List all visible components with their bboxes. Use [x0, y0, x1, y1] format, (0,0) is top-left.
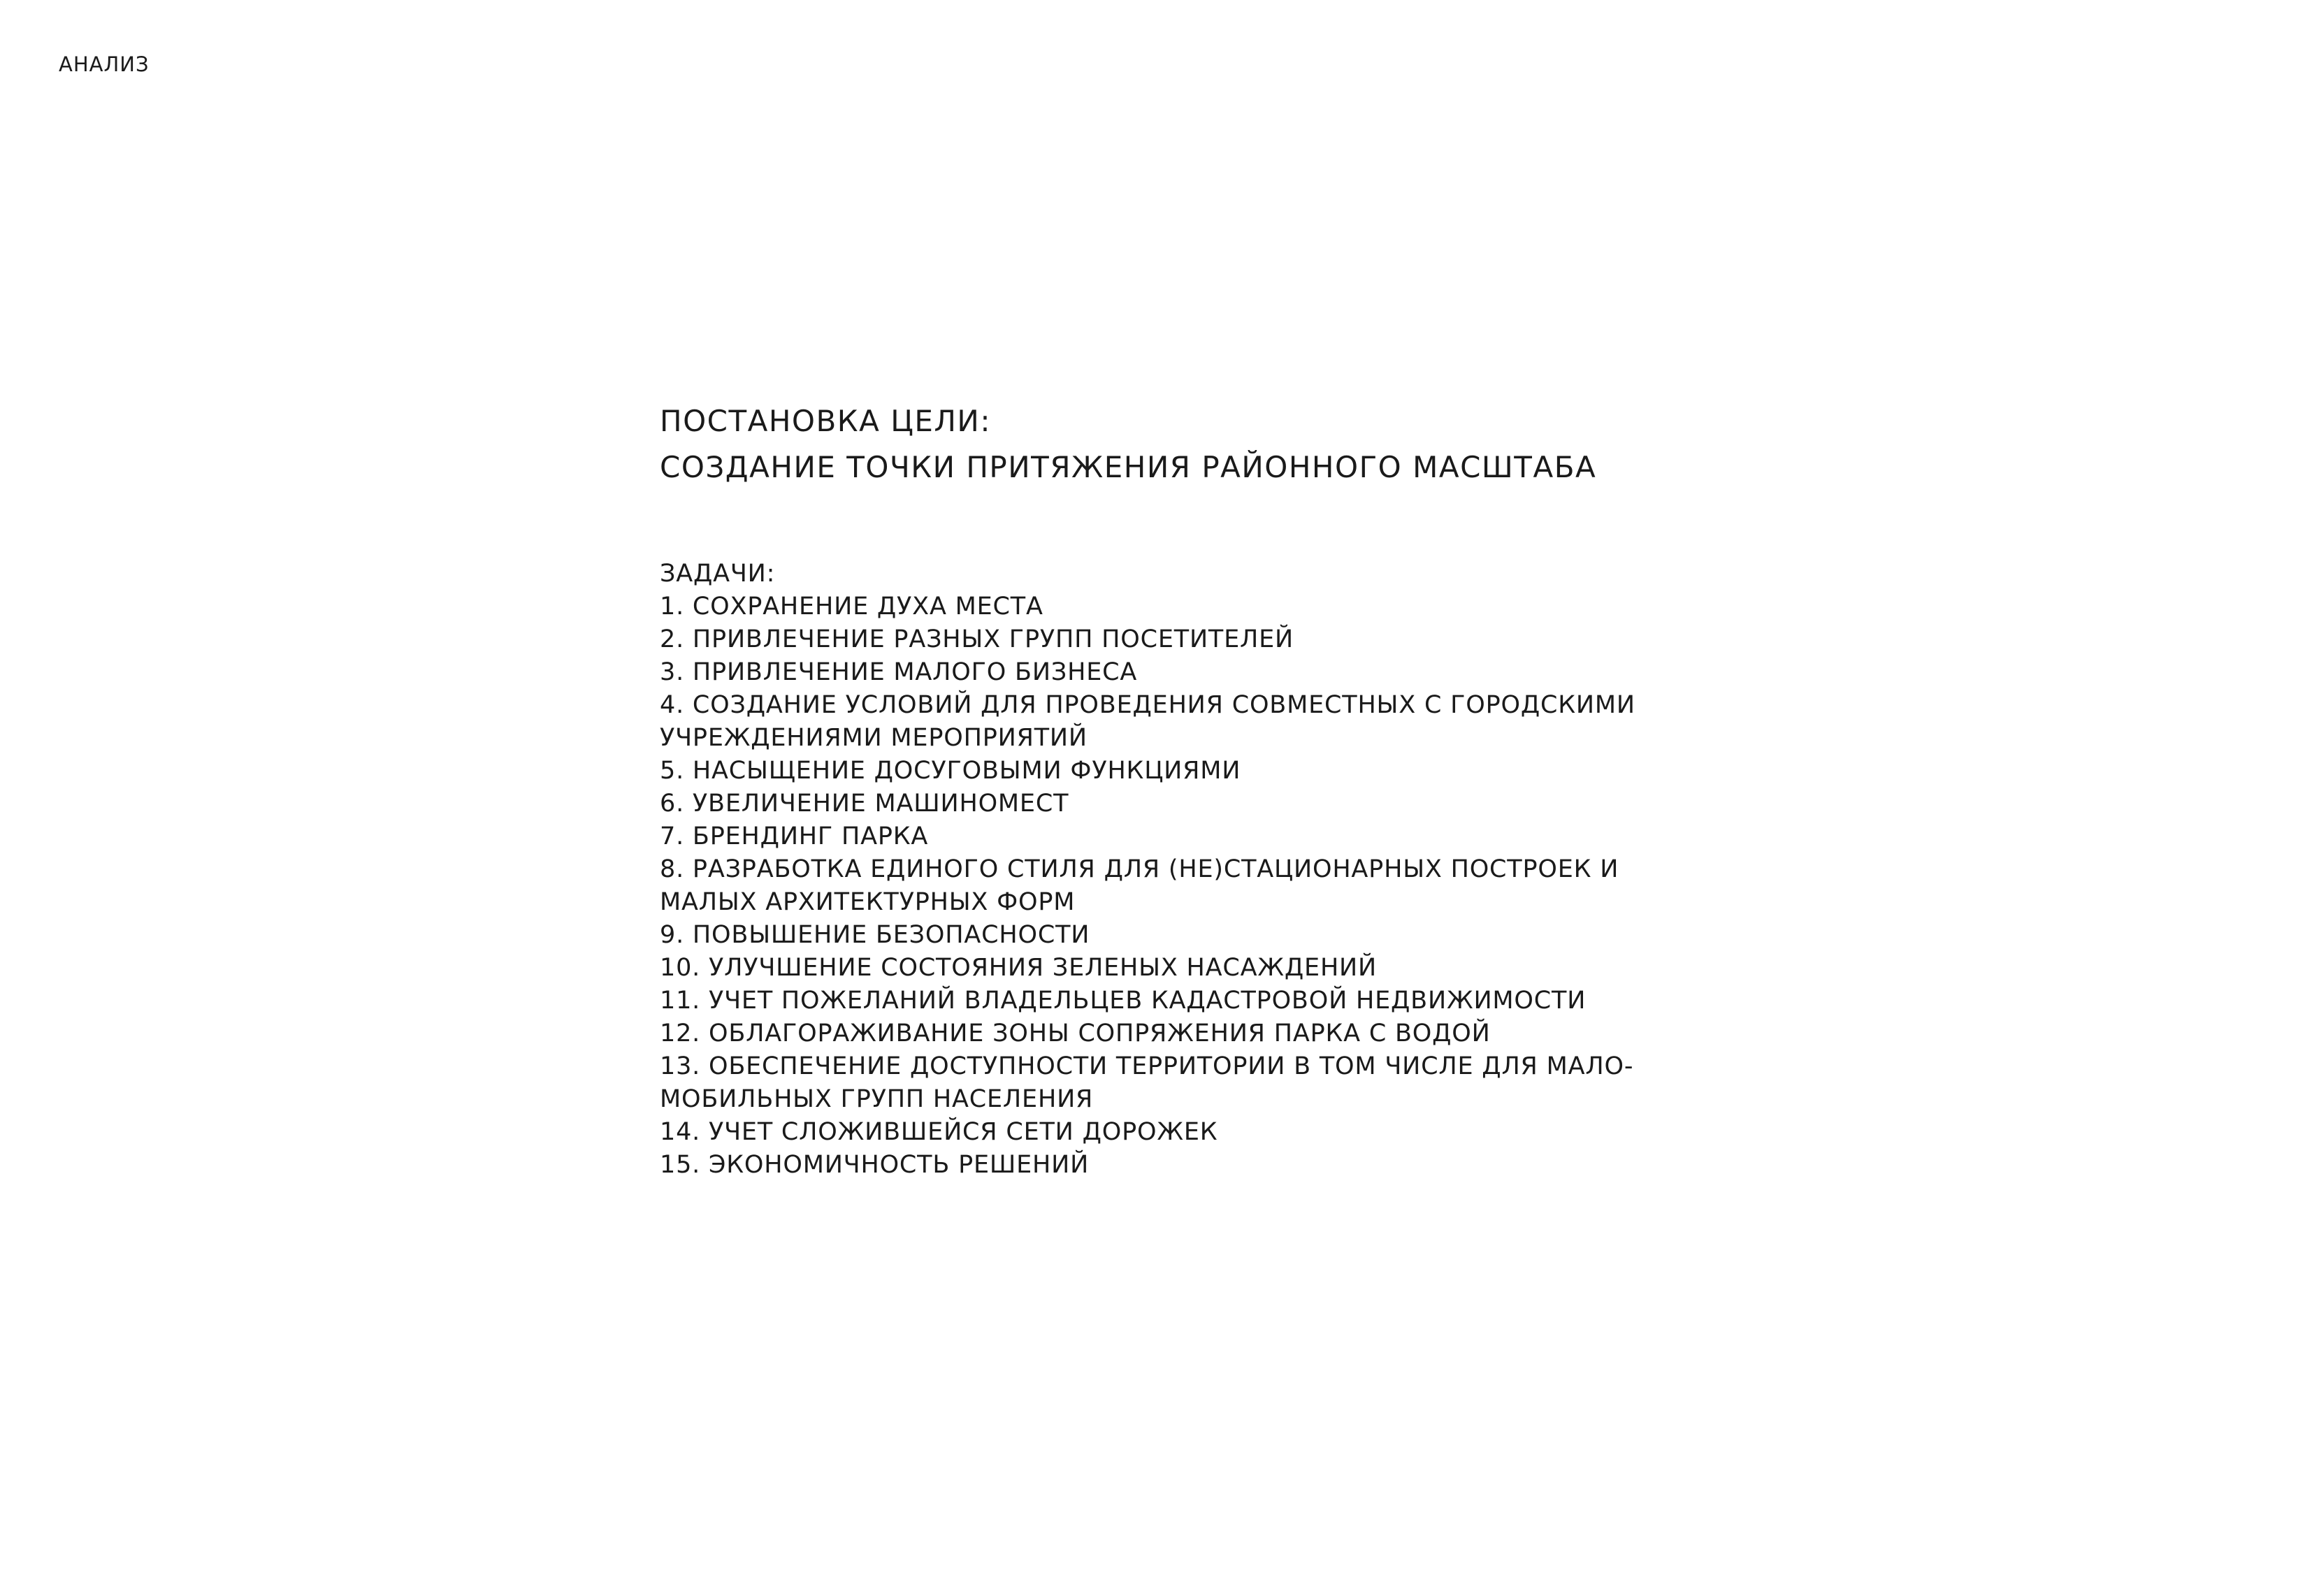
task-item: УЧРЕЖДЕНИЯМИ МЕРОПРИЯТИЙ [660, 724, 1088, 752]
goal-block [660, 398, 1708, 491]
task-item: 10. УЛУЧШЕНИЕ СОСТОЯНИЯ ЗЕЛЕНЫХ НАСАЖДЕНИЙ [660, 954, 1378, 982]
tasks-heading: ЗАДАЧИ: [660, 560, 776, 588]
task-item: 11. УЧЕТ ПОЖЕЛАНИЙ ВЛАДЕЛЬЦЕВ КАДАСТРОВОЙ НЕДВИЖИМОСТИ [660, 987, 1587, 1015]
task-item: МОБИЛЬНЫХ ГРУПП НАСЕЛЕНИЯ [660, 1085, 1094, 1113]
task-item: 12. ОБЛАГОРАЖИВАНИЕ ЗОНЫ СОПРЯЖЕНИЯ ПАРКА С ВОДОЙ [660, 1020, 1491, 1047]
goal-title: ПОСТАНОВКА ЦЕЛИ: [660, 404, 992, 438]
task-item: 7. БРЕНДИНГ ПАРКА [660, 822, 929, 850]
task-item: 14. УЧЕТ СЛОЖИВШЕЙСЯ СЕТИ ДОРОЖЕК [660, 1118, 1218, 1146]
task-item: 1. СОХРАНЕНИЕ ДУХА МЕСТА [660, 593, 1043, 621]
task-item: МАЛЫХ АРХИТЕКТУРНЫХ ФОРМ [660, 888, 1076, 916]
task-item: 9. ПОВЫШЕНИЕ БЕЗОПАСНОСТИ [660, 921, 1090, 949]
task-item: 6. УВЕЛИЧЕНИЕ МАШИНОМЕСТ [660, 790, 1069, 818]
task-item: 2. ПРИВЛЕЧЕНИЕ РАЗНЫХ ГРУПП ПОСЕТИТЕЛЕЙ [660, 625, 1294, 653]
task-item: 5. НАСЫЩЕНИЕ ДОСУГОВЫМИ ФУНКЦИЯМИ [660, 757, 1241, 785]
task-list [660, 590, 1708, 1182]
goal-statement: СОЗДАНИЕ ТОЧКИ ПРИТЯЖЕНИЯ РАЙОННОГО МАСШТАБА [660, 450, 1597, 484]
task-item: 8. РАЗРАБОТКА ЕДИНОГО СТИЛЯ ДЛЯ (НЕ)СТАЦИОНАРНЫХ ПОСТРОЕК И [660, 855, 1619, 883]
section-label: АНАЛИЗ [59, 52, 150, 76]
main-content [660, 398, 1708, 1182]
task-item: 13. ОБЕСПЕЧЕНИЕ ДОСТУПНОСТИ ТЕРРИТОРИИ В ТОМ ЧИСЛЕ ДЛЯ МАЛО- [660, 1052, 1634, 1080]
task-item: 4. СОЗДАНИЕ УСЛОВИЙ ДЛЯ ПРОВЕДЕНИЯ СОВМЕСТНЫХ С ГОРОДСКИМИ [660, 691, 1635, 719]
tasks-block [660, 558, 1708, 1182]
task-item: 3. ПРИВЛЕЧЕНИЕ МАЛОГО БИЗНЕСА [660, 658, 1138, 686]
task-item: 15. ЭКОНОМИЧНОСТЬ РЕШЕНИЙ [660, 1151, 1090, 1179]
